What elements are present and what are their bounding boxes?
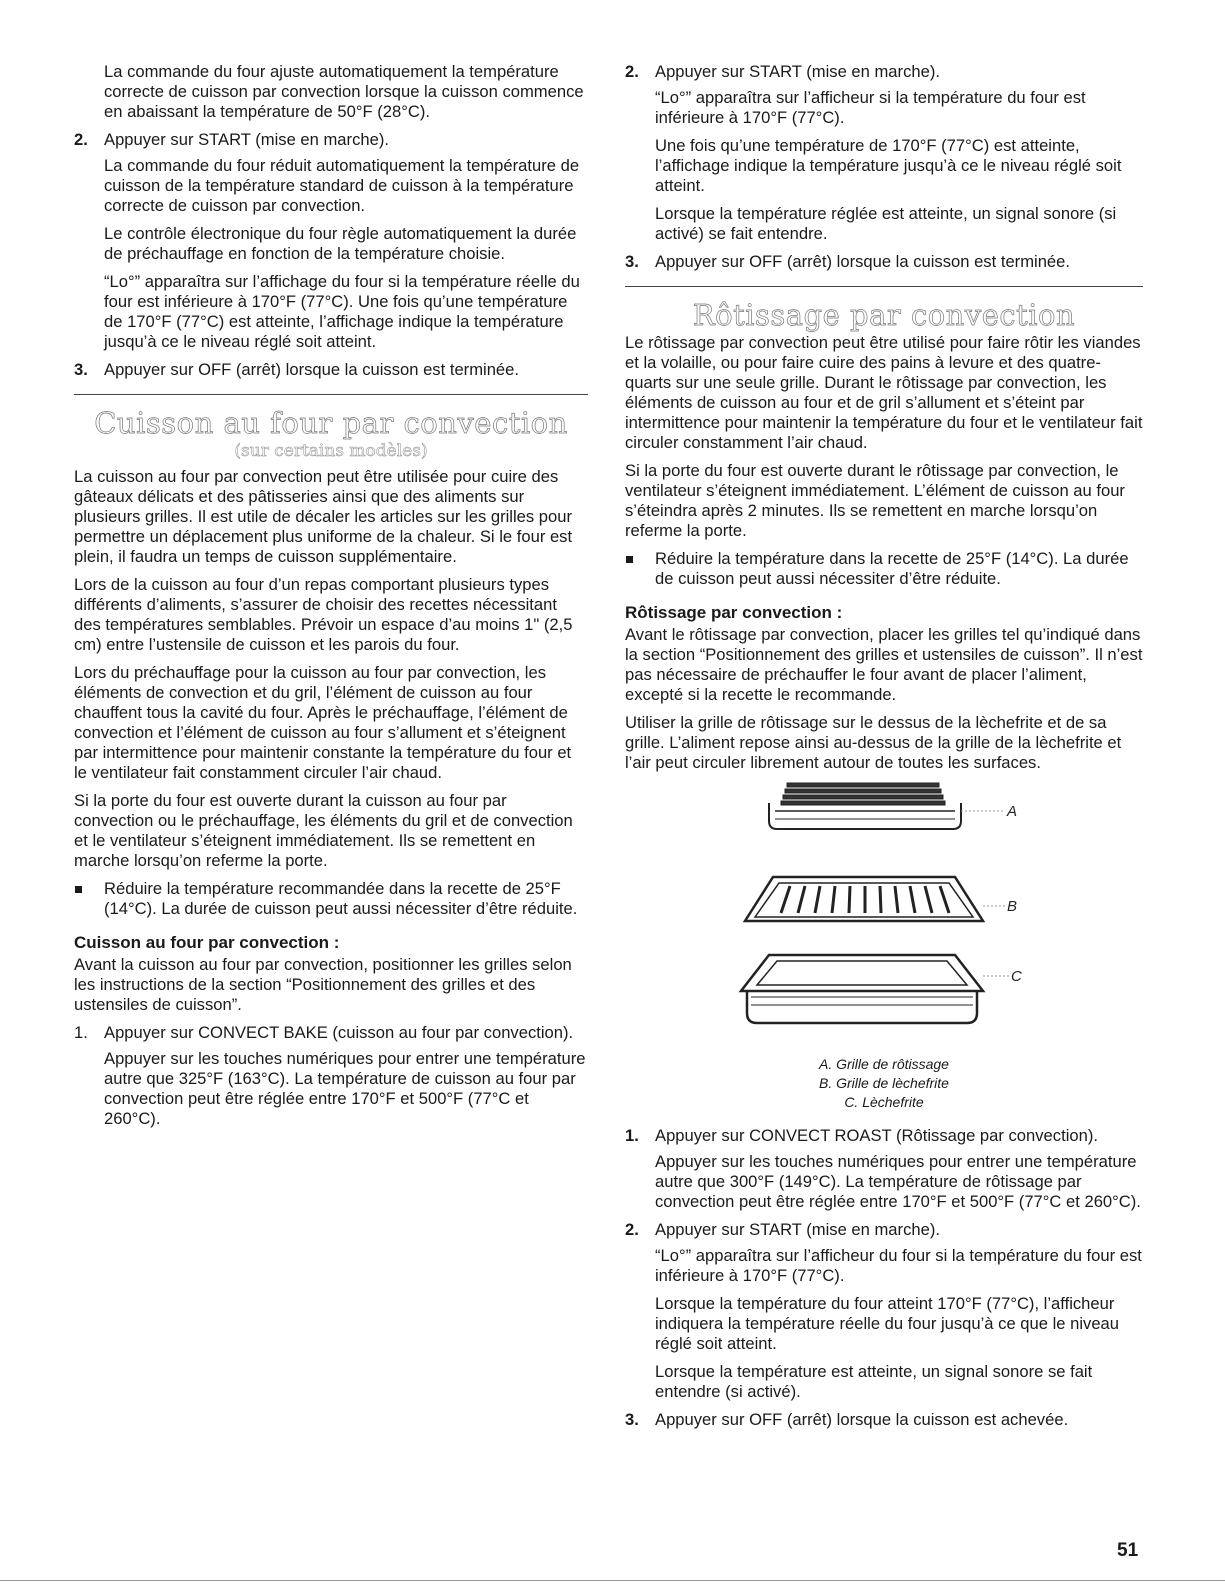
subheading: Rôtissage par convection : xyxy=(625,603,843,622)
paragraph: “Lo°” apparaîtra sur l’afficheur du four si la température du four est inférieure à 170°F (77°C). xyxy=(655,1246,1142,1285)
paragraph: La cuisson au four par convection peut être utilisée pour cuire des gâteaux délicats et des pâtisseries ainsi que des aliments sur plusieurs grilles. Il est utile de décaler les articles sur les grilles pour permettre un déplacement plus uniforme de la chaleur. Si le four est plein, il faudra un temps de cuisson supplémentaire. xyxy=(74,467,573,566)
step-number: 1. xyxy=(74,1023,88,1042)
step-number: 2. xyxy=(625,62,639,81)
step-number: 3. xyxy=(625,1410,639,1429)
paragraph: Lorsque la température réglée est atteinte, un signal sonore (si activé) se fait entendre. xyxy=(655,204,1117,243)
section-title: Cuisson au four par convection xyxy=(94,406,568,440)
label-c: C xyxy=(1011,968,1022,985)
step-number: 2. xyxy=(625,1220,639,1239)
paragraph: Si la porte du four est ouverte durant le rôtissage par convection, le ventilateur s’éteignent immédiatement. L’élément de cuisson au four s’éteindra après 2 minutes. Ils se remettent en marche lorsqu’on referme la porte. xyxy=(625,461,1125,540)
section-subtitle: (sur certains modèles) xyxy=(234,441,428,461)
paragraph: Appuyer sur les touches numériques pour entrer une température autre que 325°F (163°C). La température de cuisson au four par convection peut être réglée entre 170°F et 500°F (77°C et 260°C). xyxy=(104,1049,586,1128)
bullet-square-icon xyxy=(74,879,104,919)
paragraph: Une fois qu’une température de 170°F (77°C) est atteinte, l’affichage indique la température jusqu’à ce le niveau réglé soit atteint. xyxy=(655,136,1122,195)
section-title: Rôtissage par convection xyxy=(692,298,1076,332)
step-number: 2. xyxy=(74,130,88,149)
paragraph: Lorsque la température du four atteint 170°F (77°C), l’afficheur indiquera la température réelle du four jusqu’à ce que le niveau réglé soit atteint. xyxy=(655,1294,1120,1353)
step-number: 1. xyxy=(625,1126,639,1145)
step-text: Appuyer sur OFF (arrêt) lorsque la cuisson est achevée. xyxy=(655,1410,1069,1429)
step-3 xyxy=(74,360,588,380)
bullet-item xyxy=(625,549,1143,589)
section-divider xyxy=(74,394,588,395)
step-3 xyxy=(625,252,1143,272)
paragraph: La commande du four réduit automatiquement la température de cuisson de la température standard de cuisson à la température correcte de cuisson par convection. xyxy=(104,156,580,215)
broiler-grid-drawing xyxy=(745,877,1005,921)
broiler-pan-figure xyxy=(625,781,1143,1067)
label-b: B xyxy=(1007,898,1018,915)
step-text: Appuyer sur CONVECT BAKE (cuisson au four par convection). xyxy=(104,1023,574,1042)
paragraph: Avant la cuisson au four par convection, positionner les grilles selon les instructions de la section “Positionnement des grilles et des ustensiles de cuisson”. xyxy=(74,955,572,1014)
step-text: Appuyer sur OFF (arrêt) lorsque la cuisson est terminée. xyxy=(104,360,519,379)
step-text: Appuyer sur OFF (arrêt) lorsque la cuisson est terminée. xyxy=(655,252,1070,271)
bullet-item xyxy=(74,879,588,919)
caption-line: B. Grille de lèchefrite xyxy=(819,1075,949,1091)
section-divider xyxy=(625,286,1143,287)
bullet-text: Réduire la température dans la recette de 25°F (14°C). La durée de cuisson peut aussi nécessiter d’être réduite. xyxy=(655,549,1129,588)
step-text: Appuyer sur START (mise en marche). xyxy=(655,62,940,81)
paragraph: Si la porte du four est ouverte durant la cuisson au four par convection ou le préchauffage, les éléments du gril et de convection et le ventilateur s’éteignent immédiatement. Ils se remettent en marche lorsqu’on referme la porte. xyxy=(74,791,573,870)
paragraph: “Lo°” apparaîtra sur l’affichage du four si la température réelle du four est inférieure à 170°F (77°C). Une fois qu’une température de 170°F (77°C) est atteinte, l’affichage indique la température jusqu’à ce le niveau réglé soit atteint. xyxy=(104,272,580,351)
right-column xyxy=(625,62,1143,1436)
step-2 xyxy=(625,1220,1143,1240)
step-number: 3. xyxy=(74,360,88,379)
bullet-text: Réduire la température recommandée dans la recette de 25°F (14°C). La durée de cuisson peut aussi nécessiter d’être réduite. xyxy=(104,879,578,918)
left-column xyxy=(74,62,588,1137)
paragraph: Le rôtissage par convection peut être utilisé pour faire rôtir les viandes et la volaille, ou pour faire cuire des pains à levure et des quatre-quarts sur une seule grille. Durant le rôtissage par convection, les éléments de cuisson au four et de gril s’allument et s’éteint par intermittence pour maintenir la température du four et le ventilateur fait circuler constamment l’air chaud. xyxy=(625,333,1143,452)
broiler-pan-drawing xyxy=(741,955,1009,1023)
step-text: Appuyer sur START (mise en marche). xyxy=(655,1220,940,1239)
caption-line: A. Grille de rôtissage xyxy=(819,1056,949,1072)
step-1 xyxy=(74,1023,588,1043)
step-text: Appuyer sur CONVECT ROAST (Rôtissage par convection). xyxy=(655,1126,1098,1145)
paragraph: Avant le rôtissage par convection, placer les grilles tel qu’indiqué dans la section “Positionnement des grilles et ustensiles de cuisson”. Il n’est pas nécessaire de préchauffer le four avant de placer l’aliment, excepté si la recette le recommande. xyxy=(625,625,1143,704)
paragraph: Lorsque la température est atteinte, un signal sonore se fait entendre (si activé). xyxy=(655,1362,1093,1401)
step-2 xyxy=(625,62,1143,82)
step-3 xyxy=(625,1410,1143,1430)
step-2 xyxy=(74,130,588,150)
paragraph: Utiliser la grille de rôtissage sur le dessus de la lèchefrite et de sa grille. L’aliment repose ainsi au-dessus de la grille de la lèchefrite et l’air peut circuler librement autour de toutes les surfaces. xyxy=(625,713,1122,772)
broiler-pan-illustration xyxy=(625,781,1143,1067)
step-1 xyxy=(625,1126,1143,1146)
paragraph: Lors du préchauffage pour la cuisson au four par convection, les éléments de convection et du gril, l’élément de cuisson au four chauffent tous la cavité du four. Après le préchauffage, l’élément de convection et l’élément de cuisson au four s’allument et s’éteignent par intermittence pour maintenir constante la température du four et le ventilateur fait constamment circuler l’air chaud. xyxy=(74,663,572,782)
label-a: A xyxy=(1007,803,1018,820)
paragraph: Appuyer sur les touches numériques pour entrer une température autre que 300°F (149°C). La température de rôtissage par convection peut être réglée entre 170°F et 500°F (77°C et 260°C). xyxy=(655,1152,1141,1211)
page-number: 51 xyxy=(1117,1540,1139,1561)
step-number: 3. xyxy=(625,252,639,271)
paragraph: Lors de la cuisson au four d’un repas comportant plusieurs types différents d’aliments, s’assurer de choisir des recettes nécessitant des températures semblables. Prévoir un espace d’au moins 1" (2,5 cm) entre l’ustensile de cuisson et les parois du four. xyxy=(74,575,573,654)
roasting-rack-drawing xyxy=(769,783,1005,829)
paragraph: “Lo°” apparaîtra sur l’afficheur si la température du four est inférieure à 170°F (77°C). xyxy=(655,88,1086,127)
paragraph: Le contrôle électronique du four règle automatiquement la durée de préchauffage en fonction de la température choisie. xyxy=(104,224,577,263)
caption-line: C. Lèchefrite xyxy=(844,1094,924,1110)
bottom-rule xyxy=(0,1580,1225,1581)
bullet-square-icon xyxy=(625,549,655,589)
step-text: Appuyer sur START (mise en marche). xyxy=(104,130,389,149)
intro-paragraph: La commande du four ajuste automatiquement la température correcte de cuisson par convection lorsque la cuisson commence en abaissant la température de 50°F (28°C). xyxy=(104,62,584,121)
subheading: Cuisson au four par convection : xyxy=(74,933,340,952)
